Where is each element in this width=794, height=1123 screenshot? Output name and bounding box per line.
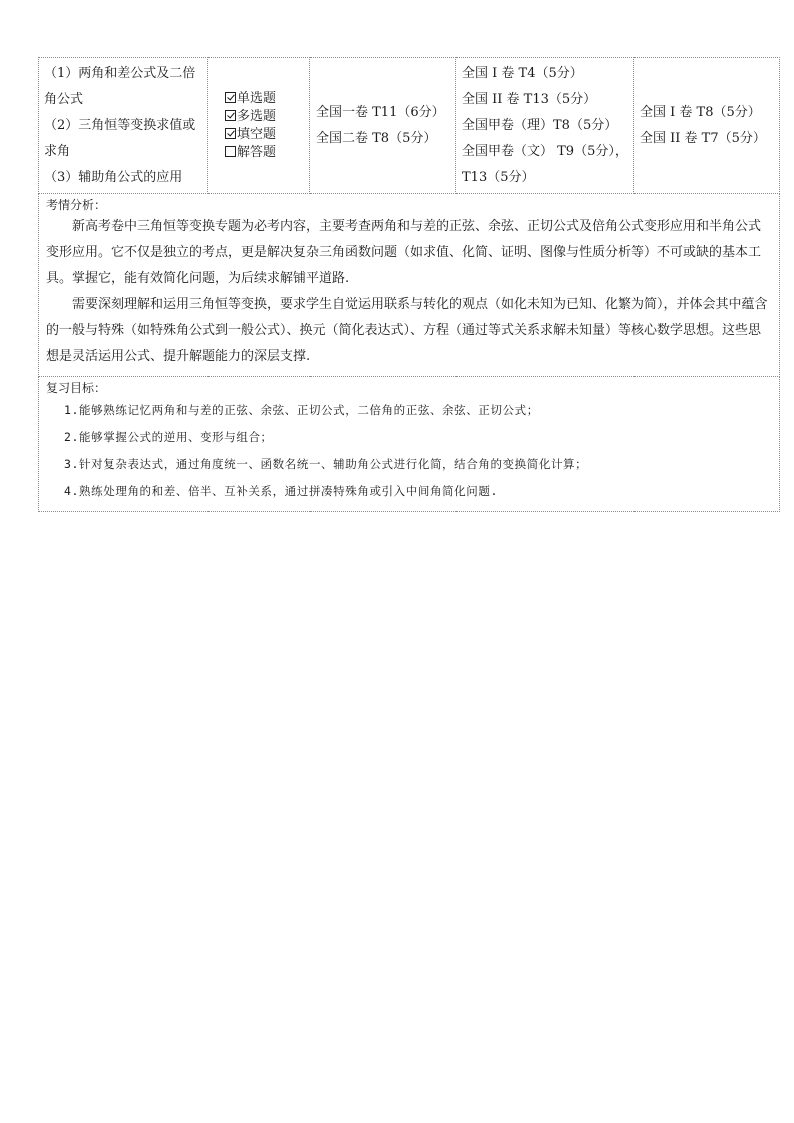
checked-box-icon (225, 128, 236, 139)
analysis-paragraph: 需要深刻理解和运用三角恒等变换，要求学生自觉运用联系与转化的观点（如化未知为已知、化繁为简），并体会其中蕴含的一般与特殊（如特殊角公式到一般公式）、换元（简化表达式）、方程（通过等式关系求解未知量）等核心数学思想。这些思想是灵活运用公式、提升解题能力的深层支撑. (46, 297, 768, 364)
topic-item: （3）辅助角公式的应用 (44, 169, 183, 185)
question-types-cell (208, 58, 310, 194)
list-item: 4.熟练处理角的和差、倍半、互补关系，通过拼凑特殊角或引入中间角简化问题. (64, 484, 498, 498)
exam-ref: 全国 I 卷 T4（5分） (462, 65, 583, 81)
checkbox-solution[interactable]: 解答题 (225, 144, 309, 162)
goals-title: 复习目标： (46, 381, 107, 395)
document-sheet (38, 57, 768, 512)
analysis-paragraph: 新高考卷中三角恒等变换专题为必考内容，主要考查两角和与差的正弦、余弦、正切公式及倍角公式变形应用和半角公式变形应用。它不仅是独立的考点，更是解决复杂三角函数问题（如求值、化简、证明、图像与性质分析等）不可或缺的基本工具。掌握它，能有效简化问题，为后续求解铺平道路. (46, 219, 762, 286)
table-row-topics (39, 58, 780, 194)
exam-ref: 全国一卷 T11（6分） (316, 104, 445, 120)
topics-cell (39, 58, 208, 194)
table-row-analysis (39, 194, 780, 377)
exam-analysis-table (38, 57, 780, 512)
list-item: 3.针对复杂表达式，通过角度统一、函数名统一、辅助角公式进行化简，结合角的变换简化计算； (64, 457, 588, 471)
exam-ref: 全国甲卷（理）T8（5分） (462, 117, 618, 133)
exam-cell-a (310, 58, 456, 194)
exam-ref: 全国 I 卷 T8（5分） (640, 104, 761, 120)
exam-cell-b (456, 58, 634, 194)
exam-ref: 全国 II 卷 T13（5分） (462, 91, 597, 107)
list-item: 2.能够掌握公式的逆用、变形与组合； (64, 430, 273, 444)
analysis-title: 考情分析： (46, 198, 107, 212)
exam-ref: 全国 II 卷 T7（5分） (640, 130, 766, 146)
goals-cell (39, 377, 780, 512)
checked-box-icon (225, 92, 236, 103)
empty-box-icon (225, 146, 236, 157)
checkbox-multiple-choice[interactable]: 多选题 (225, 108, 309, 126)
topic-item: （1）两角和差公式及二倍角公式 (44, 65, 196, 107)
topic-item: （2）三角恒等变换求值或求角 (44, 117, 196, 159)
goals-list (46, 397, 772, 505)
list-item: 1.能够熟练记忆两角和与差的正弦、余弦、正切公式，二倍角的正弦、余弦、正切公式； (64, 403, 539, 417)
checked-box-icon (225, 110, 236, 121)
table-row-goals (39, 377, 780, 512)
exam-cell-c (634, 58, 780, 194)
analysis-cell (39, 194, 780, 377)
exam-ref: 全国甲卷（文） T9（5分），T13（5分） (462, 143, 628, 185)
checkbox-fill-blank[interactable]: 填空题 (225, 126, 309, 144)
exam-ref: 全国二卷 T8（5分） (316, 130, 437, 146)
checkbox-single-choice[interactable]: 单选题 (225, 90, 309, 108)
